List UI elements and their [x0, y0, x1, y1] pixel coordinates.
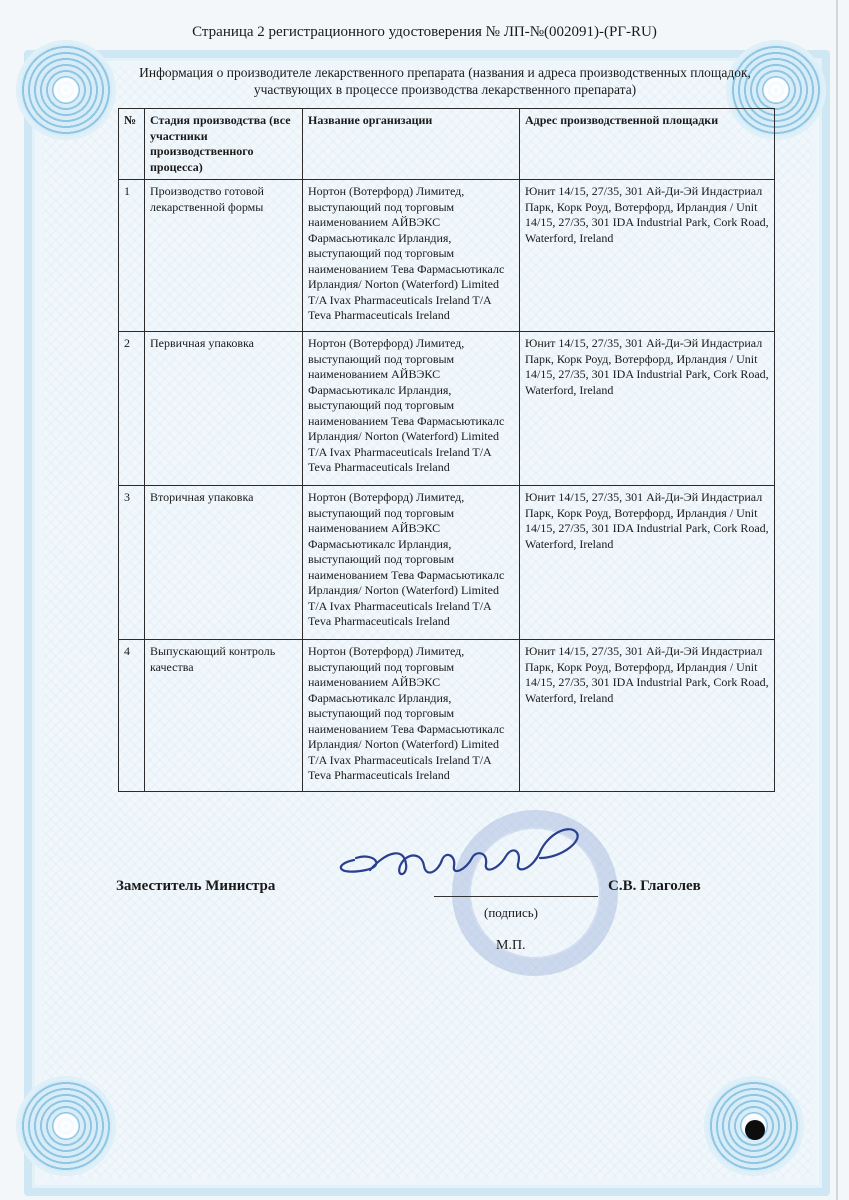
- signature-caption: (подпись): [484, 905, 538, 920]
- signature-line: [434, 896, 598, 897]
- rosette-top-left: [20, 44, 112, 136]
- row-num: 2: [119, 332, 145, 486]
- row-address: Юнит 14/15, 27/35, 301 Ай-Ди-Эй Индастриал Парк, Корк Роуд, Вотерфорд, Ирландия / Unit 14/15, 27/35, 301 IDA Industrial Park, Cork Road, Waterford, Ireland: [520, 486, 775, 640]
- row-num: 4: [119, 640, 145, 792]
- table-header-row: [119, 109, 775, 180]
- header-address: Адрес производственной площадки: [520, 109, 775, 180]
- header-num: №: [119, 109, 145, 180]
- page-edge: [836, 0, 838, 1200]
- row-stage: Выпускающий контроль качества: [145, 640, 303, 792]
- row-stage: Производство готовой лекарственной формы: [145, 180, 303, 332]
- subtitle-line-1: Информация о производителе лекарственного препарата (названия и адреса производственных площадок,: [139, 65, 751, 80]
- header-stage: Стадия производства (все участники производственного процесса): [145, 109, 303, 180]
- subtitle: [110, 64, 780, 98]
- row-organization: Нортон (Вотерфорд) Лимитед, выступающий под торговым наименованием АЙВЭКС Фармасьютикалс Ирландия, выступающий под торговым наименованием Тева Фармасьютикалс Ирландия/ Norton (Waterford) Limited T/A Ivax Pharmaceuticals Ireland T/A Teva Pharmaceuticals Ireland: [303, 180, 520, 332]
- signer-role: Заместитель Министра: [116, 878, 276, 894]
- row-num: 1: [119, 180, 145, 332]
- rosette-bottom-left: [20, 1080, 112, 1172]
- header-organization: Название организации: [303, 109, 520, 180]
- row-stage: Вторичная упаковка: [145, 486, 303, 640]
- row-address: Юнит 14/15, 27/35, 301 Ай-Ди-Эй Индастриал Парк, Корк Роуд, Вотерфорд, Ирландия / Unit 14/15, 27/35, 301 IDA Industrial Park, Cork Road, Waterford, Ireland: [520, 332, 775, 486]
- row-num: 3: [119, 486, 145, 640]
- manufacturer-table: [118, 108, 775, 792]
- signer-name: С.В. Глаголев: [608, 878, 701, 894]
- signature-row: [116, 878, 756, 898]
- table-row: [119, 180, 775, 332]
- row-organization: Нортон (Вотерфорд) Лимитед, выступающий под торговым наименованием АЙВЭКС Фармасьютикалс Ирландия, выступающий под торговым наименованием Тева Фармасьютикалс Ирландия/ Norton (Waterford) Limited T/A Ivax Pharmaceuticals Ireland T/A Teva Pharmaceuticals Ireland: [303, 640, 520, 792]
- table-row: [119, 486, 775, 640]
- row-address: Юнит 14/15, 27/35, 301 Ай-Ди-Эй Индастриал Парк, Корк Роуд, Вотерфорд, Ирландия / Unit 14/15, 27/35, 301 IDA Industrial Park, Cork Road, Waterford, Ireland: [520, 640, 775, 792]
- row-stage: Первичная упаковка: [145, 332, 303, 486]
- table-row: [119, 640, 775, 792]
- row-address: Юнит 14/15, 27/35, 301 Ай-Ди-Эй Индастриал Парк, Корк Роуд, Вотерфорд, Ирландия / Unit 14/15, 27/35, 301 IDA Industrial Park, Cork Road, Waterford, Ireland: [520, 180, 775, 332]
- page-header: Страница 2 регистрационного удостоверения № ЛП-№(002091)-(РГ-RU): [192, 24, 657, 40]
- seal-label: М.П.: [496, 938, 526, 953]
- row-organization: Нортон (Вотерфорд) Лимитед, выступающий под торговым наименованием АЙВЭКС Фармасьютикалс Ирландия, выступающий под торговым наименованием Тева Фармасьютикалс Ирландия/ Norton (Waterford) Limited T/A Ivax Pharmaceuticals Ireland T/A Teva Pharmaceuticals Ireland: [303, 486, 520, 640]
- subtitle-line-2: участвующих в процессе производства лекарственного препарата): [253, 82, 637, 97]
- row-organization: Нортон (Вотерфорд) Лимитед, выступающий под торговым наименованием АЙВЭКС Фармасьютикалс Ирландия, выступающий под торговым наименованием Тева Фармасьютикалс Ирландия/ Norton (Waterford) Limited T/A Ivax Pharmaceuticals Ireland T/A Teva Pharmaceuticals Ireland: [303, 332, 520, 486]
- table-row: [119, 332, 775, 486]
- punch-hole: [745, 1120, 765, 1140]
